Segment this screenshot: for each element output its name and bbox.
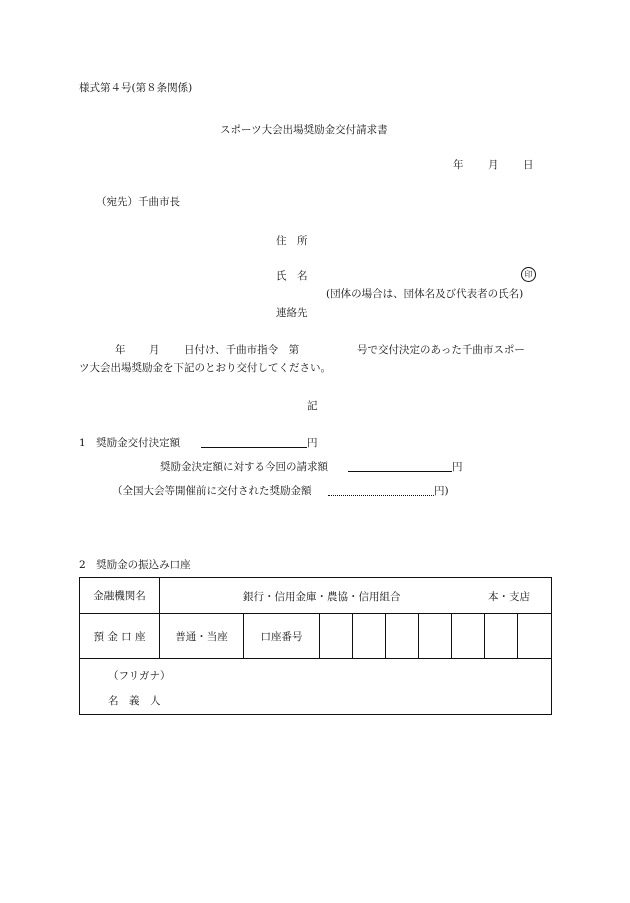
holder-label: 名 義 人 [108,695,161,707]
deposit-label-cell [80,614,160,659]
date-month: 月 [488,159,499,171]
account-holder-cell[interactable] [80,659,552,715]
prior-yen: 円) [434,485,449,497]
seal-mark: 印 [521,267,536,282]
request-yen: 円 [452,461,463,473]
branch-label: 本・支店 [488,591,530,603]
section2-label: 2 奨励金の振込み口座 [79,559,191,571]
ki-heading: 記 [307,400,318,412]
body-year: 年 [115,344,126,356]
contact-label: 連絡先 [276,307,308,319]
prior-label: （全国大会等開催前に交付された奨励金額 [112,485,312,497]
account-digit-6[interactable] [485,614,518,659]
body-month: 月 [149,344,160,356]
bank-types: 銀行・信用金庫・農協・信用組合 [243,591,401,603]
body-line2: ツ大会出場奨励金を下記のとおり交付してください。 [79,362,331,374]
body-dated: 日付け、千曲市指令 第 [184,344,300,356]
account-digit-2[interactable] [353,614,386,659]
account-number-label: 口座番号 [260,630,303,643]
document-title: スポーツ大会出場奨励金交付請求書 [220,124,388,136]
addressee: （宛先）千曲市長 [96,196,180,208]
account-table [79,577,552,715]
bank-label-cell [80,578,160,614]
body-line1-rest: 号で交付決定のあった千曲市スポー [357,344,525,356]
account-digit-1[interactable] [320,614,353,659]
account-digit-3[interactable] [386,614,419,659]
date-day: 日 [523,159,534,171]
account-digit-4[interactable] [419,614,452,659]
section1-label: 1 奨励金交付決定額 [79,437,181,449]
address-label: 住 所 [276,235,308,247]
decision-yen: 円 [307,437,318,449]
date-year: 年 [453,159,464,171]
request-amount-field[interactable] [348,457,452,472]
bank-name-cell[interactable] [160,578,552,614]
account-number-label-cell [244,614,320,659]
bank-label: 金融機関名 [93,590,146,602]
decision-amount-field[interactable] [201,433,307,448]
account-type-cell[interactable] [160,614,244,659]
furigana-label: （フリガナ） [108,670,171,682]
group-note: (団体の場合は、団体名及び代表者の氏名) [326,288,524,300]
account-type: 普通・当座 [175,630,228,643]
account-digit-5[interactable] [452,614,485,659]
account-digit-7[interactable] [518,614,552,659]
form-number: 様式第４号(第８条関係) [79,82,193,94]
request-label: 奨励金決定額に対する今回の請求額 [160,461,328,473]
name-label: 氏 名 [276,270,308,282]
prior-amount-field[interactable] [328,481,434,496]
deposit-label: 預 金 口 座 [93,630,146,643]
